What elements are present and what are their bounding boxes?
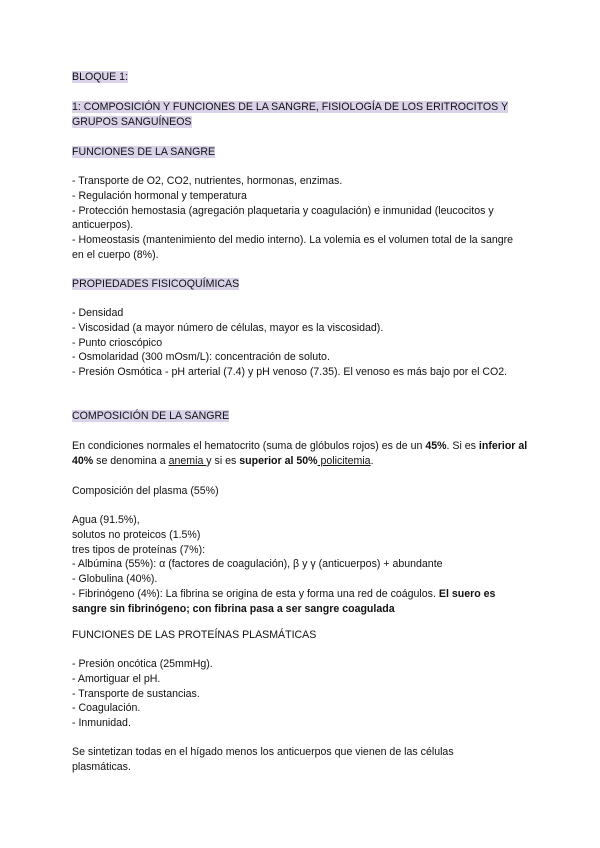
proteinas-list: [72, 657, 532, 731]
section-title: 1: COMPOSICIÓN Y FUNCIONES DE LA SANGRE, FISIOLOGÍA DE LOS ERITROCITOS Y GRUPOS SANGUÍNEOS: [72, 101, 509, 128]
plasma-title: Composición del plasma (55%): [72, 485, 219, 497]
list-item: - Regulación hormonal y temperatura: [72, 189, 247, 202]
list-item: - Transporte de O2, CO2, nutrientes, hormonas, enzimas.: [72, 175, 343, 187]
list-item: - Coagulación.: [72, 702, 141, 715]
composicion-heading: COMPOSICIÓN DE LA SANGRE: [72, 410, 230, 422]
plasma-list: [72, 513, 528, 617]
propiedades-list: [72, 306, 522, 380]
bloque-heading: BLOQUE 1:: [72, 71, 128, 83]
list-item: Agua (91.5%),: [72, 514, 140, 526]
list-item: - Presión Osmótica - pH arterial (7.4) y pH venoso (7.35). El venoso es más bajo por el CO2.: [72, 366, 508, 379]
list-item: - Punto crioscópico: [72, 336, 163, 349]
list-item: - Albúmina (55%): α (factores de coagulación), β y γ (anticuerpos) + abundante: [72, 558, 443, 571]
list-item: - Globulina (40%).: [72, 573, 158, 586]
list-item: - Fibrinógeno (4%): La fibrina se origina de esta y forma una red de coágulos. El suero es sangre sin fibrinógeno; con fibrina pasa a ser sangre coagulada: [72, 587, 496, 615]
list-item: - Densidad: [72, 307, 124, 319]
list-item: - Protección hemostasia (agregación plaquetaria y coagulación) e inmunidad (leucocitos y anticuerpos).: [72, 204, 494, 232]
proteinas-heading: FUNCIONES DE LAS PROTEÍNAS PLASMÁTICAS: [72, 629, 317, 641]
list-item: - Presión oncótica (25mmHg).: [72, 658, 213, 670]
funciones-list: [72, 174, 524, 263]
list-item: - Homeostasis (mantenimiento del medio interno). La volemia es el volumen total de la sangre en el cuerpo (8%).: [72, 234, 514, 261]
list-item: tres tipos de proteínas (7%):: [72, 543, 206, 556]
list-item: - Amortiguar el pH.: [72, 672, 161, 685]
list-item: - Viscosidad (a mayor número de células, mayor es la viscosidad).: [72, 321, 384, 334]
propiedades-heading: PROPIEDADES FISICOQUÍMICAS: [72, 278, 240, 290]
hematocrito-paragraph: En condiciones normales el hematocrito (suma de glóbulos rojos) es de un 45%. Si es inferior al 40% se denomina a anemia y si es superior al 50% policitemia.: [72, 440, 528, 467]
list-item: - Transporte de sustancias.: [72, 687, 200, 700]
list-item: - Inmunidad.: [72, 717, 131, 730]
list-item: solutos no proteicos (1.5%): [72, 528, 201, 541]
funciones-heading: FUNCIONES DE LA SANGRE: [72, 146, 216, 158]
list-item: - Osmolaridad (300 mOsm/L): concentración de soluto.: [72, 351, 330, 364]
closing-paragraph: Se sintetizan todas en el hígado menos los anticuerpos que vienen de las células plasmáticas.: [72, 746, 454, 773]
